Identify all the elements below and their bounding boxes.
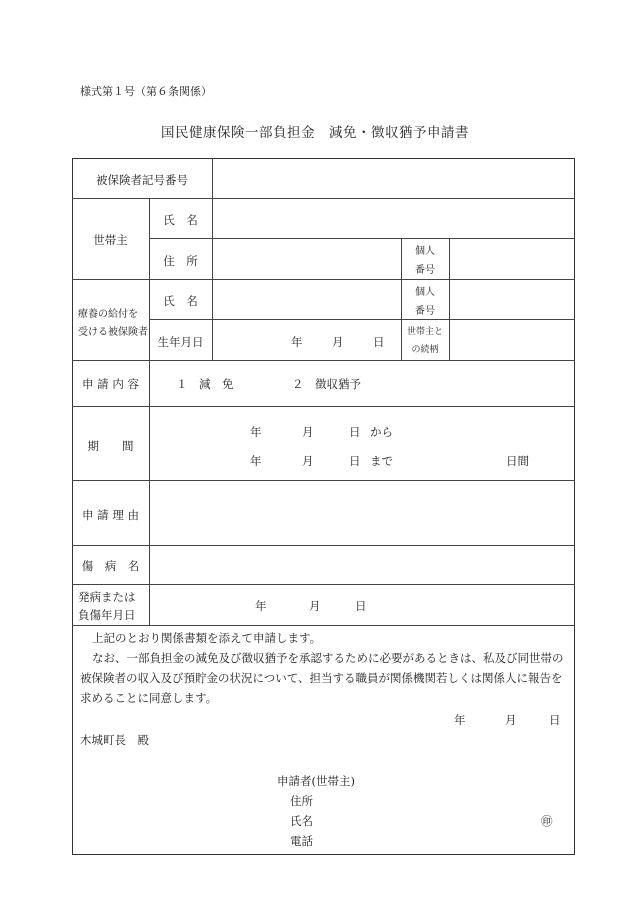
col-divider bbox=[212, 158, 213, 198]
applicant-address-label: 住所 bbox=[290, 794, 313, 808]
insured-number-input[interactable] bbox=[216, 166, 574, 194]
period-from-text: から bbox=[370, 425, 393, 439]
birthdate-label: 生年月日 bbox=[157, 335, 204, 349]
onset-label: 負傷年月日 bbox=[78, 608, 136, 622]
birthdate-year: 年 bbox=[291, 335, 303, 349]
illness-label: 傷 病 名 bbox=[81, 559, 140, 573]
reason-input[interactable] bbox=[154, 486, 574, 544]
recipient-label: 療養の給付を bbox=[78, 309, 138, 320]
applicant-name-input[interactable] bbox=[320, 810, 534, 830]
birthdate-day: 日 bbox=[373, 335, 385, 349]
relation-input[interactable] bbox=[453, 327, 574, 355]
form-number: 様式第１号（第６条関係） bbox=[80, 85, 212, 98]
applicant-phone-input[interactable] bbox=[320, 830, 554, 850]
page-title: 国民健康保険一部負担金 減免・徴収猶予申請書 bbox=[161, 125, 469, 141]
period-from-day: 日 bbox=[349, 425, 361, 439]
application-content-label: 申 請 内 容 bbox=[82, 377, 139, 391]
period-from-month: 月 bbox=[302, 425, 314, 439]
date-year: 年 bbox=[454, 713, 466, 727]
birthdate-month: 月 bbox=[332, 335, 344, 349]
declaration-line: 上記のとおり関係書類を添えて申請します。 bbox=[92, 631, 322, 645]
option-reduction[interactable]: １ 減 免 bbox=[176, 377, 234, 391]
declaration-line: なお、一部負担金の減免及び徴収猶予を承認するために必要があるときは、私及び同世帯の bbox=[92, 651, 564, 665]
recipient-name-input[interactable] bbox=[216, 286, 400, 314]
reason-label: 申 請 理 由 bbox=[82, 508, 139, 522]
recipient-label: 受ける被保険者 bbox=[78, 327, 148, 338]
period-from-year: 年 bbox=[250, 425, 262, 439]
onset-month: 月 bbox=[309, 599, 321, 613]
declaration-line: 被保険者の収入及び預貯金の状況について、担当する職員が関係機関若しくは関係人に報告を bbox=[80, 671, 563, 685]
applicant-name-label: 氏名 bbox=[290, 814, 313, 828]
applicant-label: 申請者(世帯主) bbox=[277, 774, 355, 788]
declaration-line: 求めることに同意します。 bbox=[80, 691, 218, 705]
illness-input[interactable] bbox=[154, 551, 574, 579]
seal-mark: ㊞ bbox=[541, 814, 553, 828]
onset-day: 日 bbox=[355, 599, 367, 613]
recipient-name-label: 氏 名 bbox=[163, 294, 198, 308]
householder-personal-number-input[interactable] bbox=[453, 246, 574, 274]
relation-label: の続柄 bbox=[411, 345, 439, 355]
col-divider bbox=[212, 198, 213, 360]
insured-number-label: 被保険者記号番号 bbox=[96, 173, 188, 187]
onset-label: 発病または bbox=[78, 590, 136, 604]
applicant-address-input[interactable] bbox=[320, 790, 554, 810]
date-day: 日 bbox=[549, 713, 561, 727]
personal-number-label: 個人 bbox=[415, 287, 435, 298]
personal-number-label: 番号 bbox=[415, 265, 435, 276]
option-postponement[interactable]: ２ 徴収猶予 bbox=[292, 377, 361, 391]
row-divider bbox=[72, 406, 575, 407]
householder-name-input[interactable] bbox=[216, 205, 574, 233]
period-to-month: 月 bbox=[302, 454, 314, 468]
row-divider bbox=[72, 480, 575, 481]
col-divider bbox=[449, 238, 450, 360]
addressee: 木城町長 殿 bbox=[80, 733, 149, 747]
householder-address-input[interactable] bbox=[216, 246, 400, 274]
period-label: 期 間 bbox=[87, 439, 134, 453]
period-to-day: 日 bbox=[349, 454, 361, 468]
row-divider bbox=[72, 360, 575, 361]
period-to-year: 年 bbox=[250, 454, 262, 468]
relation-label: 世帯主と bbox=[406, 327, 443, 337]
row-divider bbox=[72, 279, 575, 280]
applicant-phone-label: 電話 bbox=[290, 834, 313, 848]
householder-name-label: 氏 名 bbox=[163, 213, 198, 227]
householder-label: 世帯主 bbox=[93, 233, 128, 247]
period-days-text: 日間 bbox=[506, 454, 529, 468]
personal-number-label: 番号 bbox=[415, 306, 435, 317]
row-divider bbox=[72, 625, 575, 626]
householder-address-label: 住 所 bbox=[163, 254, 198, 268]
onset-year: 年 bbox=[255, 599, 267, 613]
row-divider bbox=[72, 198, 575, 199]
row-divider bbox=[72, 584, 575, 585]
period-to-text: まで bbox=[370, 454, 393, 468]
personal-number-label: 個人 bbox=[415, 246, 435, 257]
date-month: 月 bbox=[505, 713, 517, 727]
row-divider bbox=[72, 545, 575, 546]
recipient-personal-number-input[interactable] bbox=[453, 286, 574, 314]
